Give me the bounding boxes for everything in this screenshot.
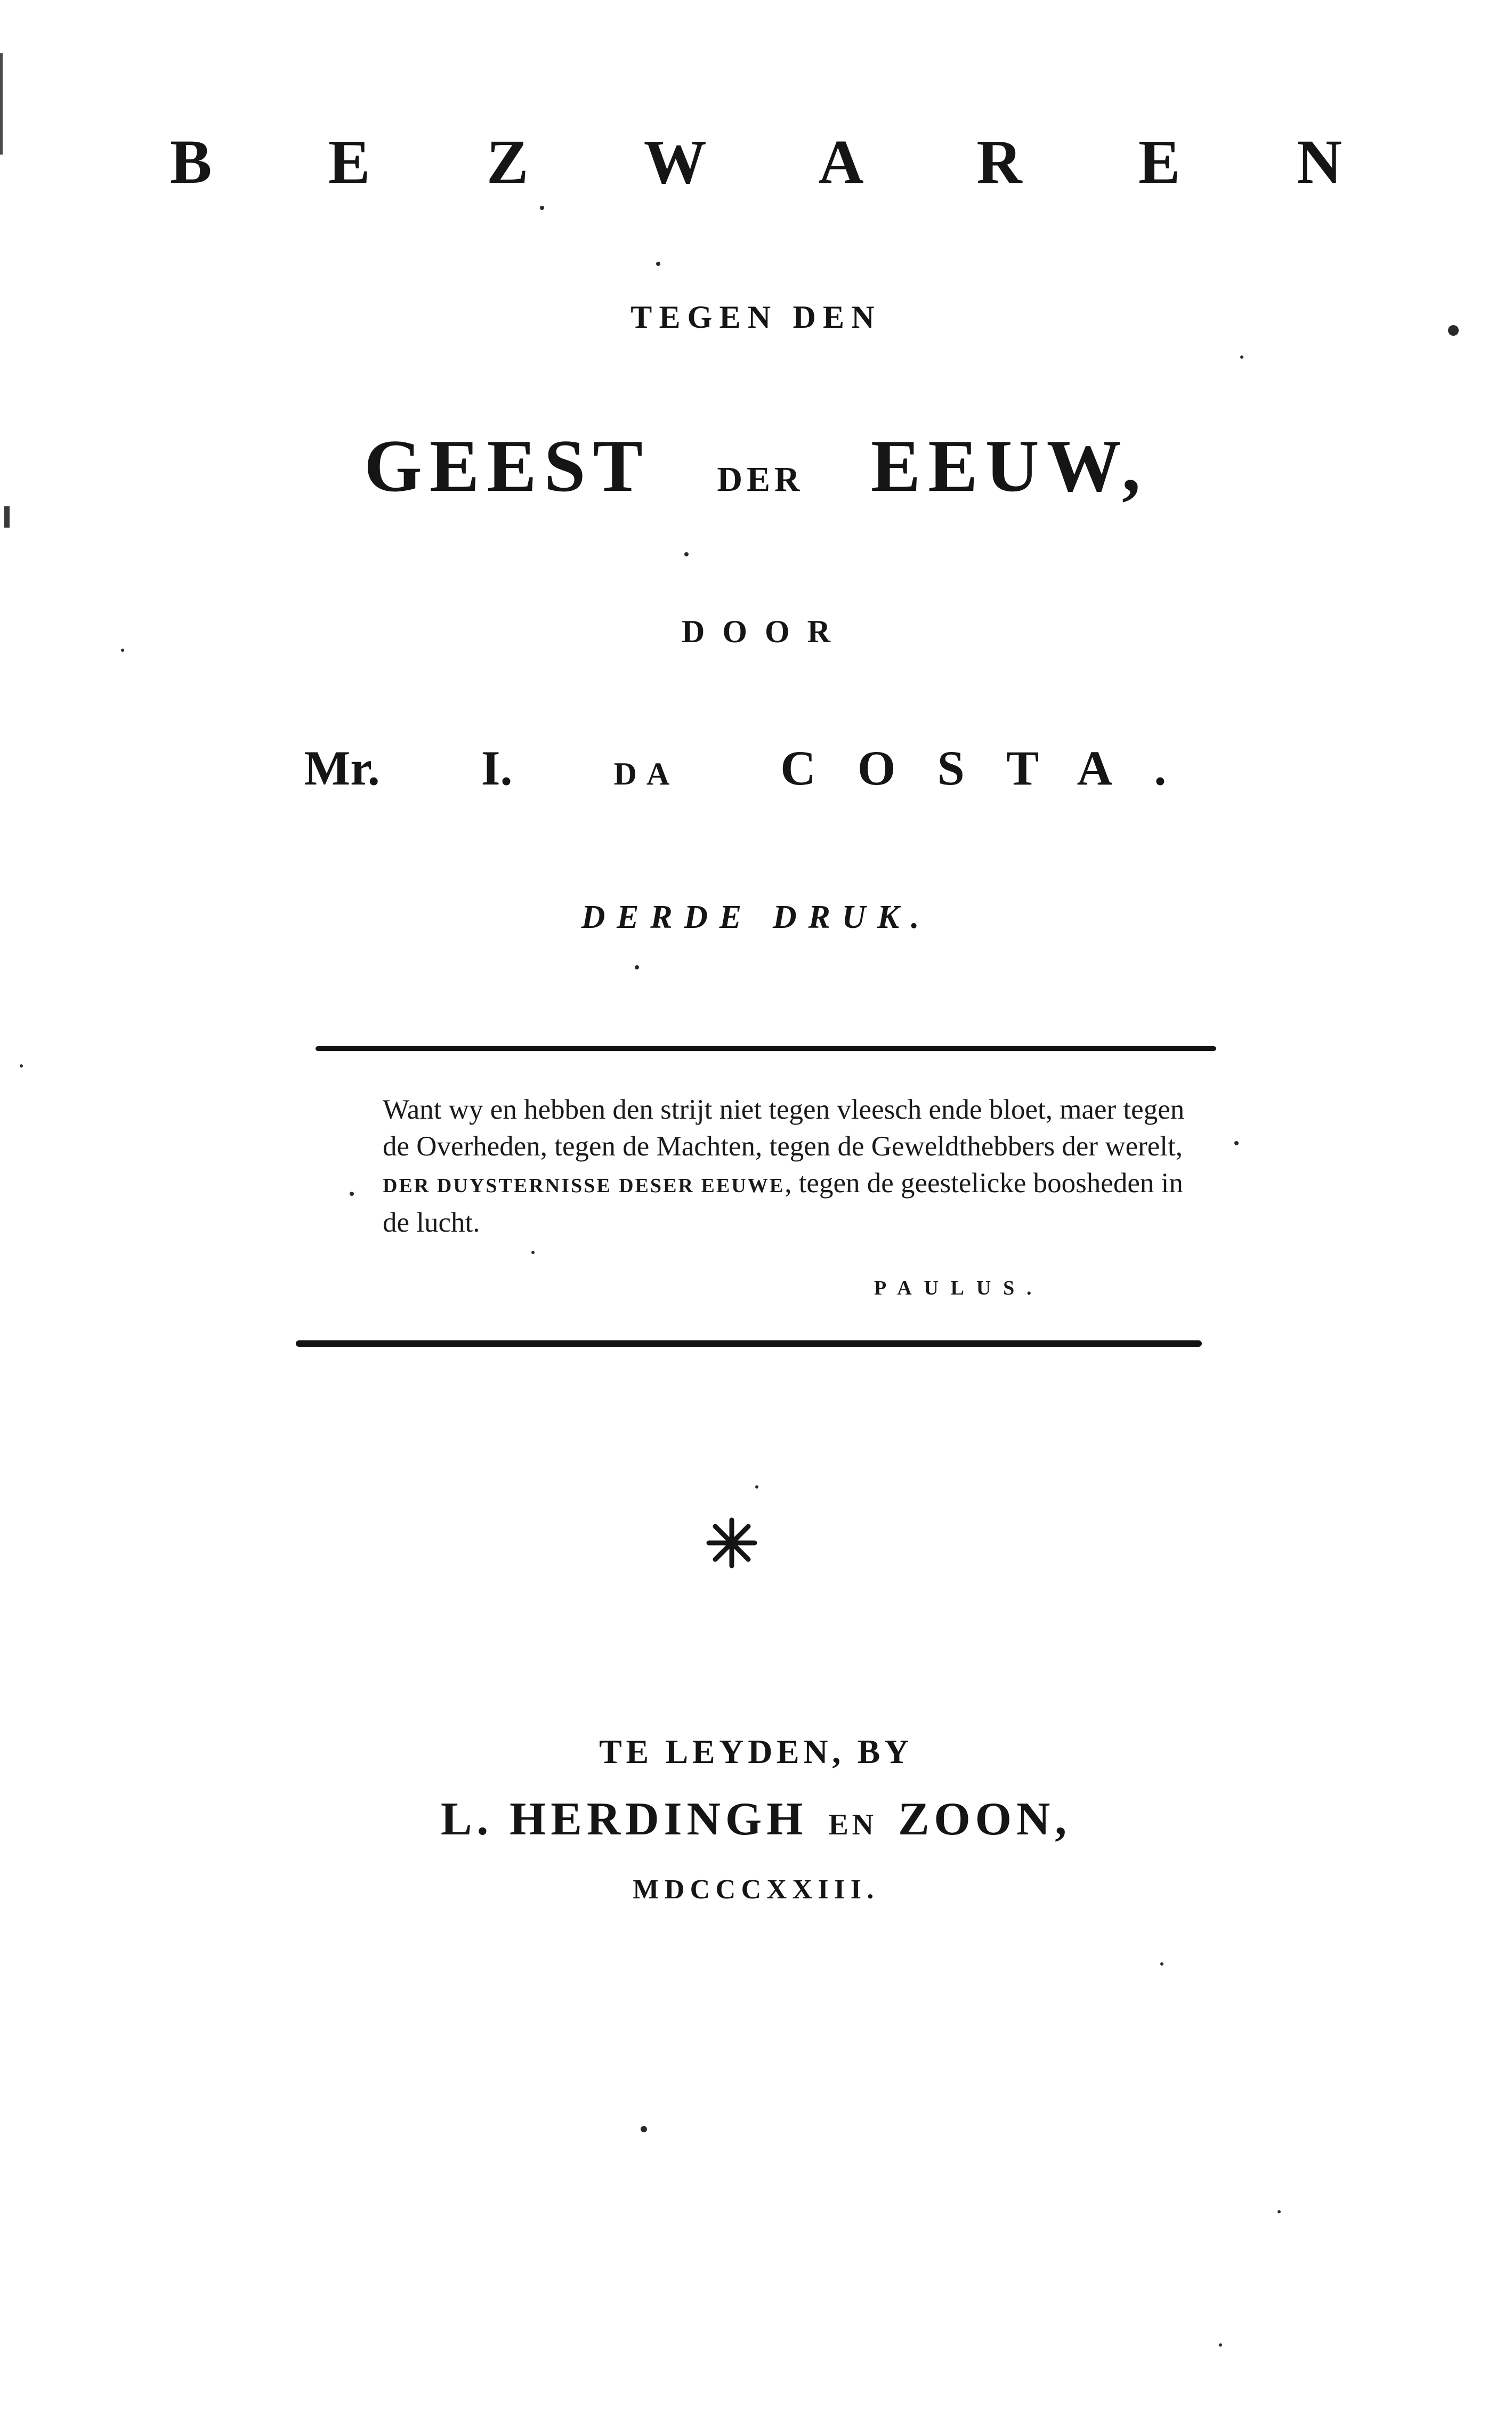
epigraph-emphasis-1: DER DUYSTERNISSE — [383, 1175, 612, 1197]
publisher-suffix: ZOON, — [898, 1793, 1072, 1845]
author-particle: DA — [613, 756, 680, 791]
publication-year: MDCCCXXIII. — [633, 1874, 879, 1905]
title-word-geest: GEEST — [364, 425, 650, 507]
epigraph-emphasis-2: DESER EEUWE — [619, 1175, 785, 1197]
author-honorific: Mr. — [304, 741, 380, 795]
epigraph-part-2: , tegen de geestelicke boosheden in de lucht. — [383, 1168, 1183, 1238]
title-connector: TEGEN DEN — [630, 300, 882, 335]
imprint-place: TE LEYDEN, BY — [599, 1733, 913, 1770]
title-word-der: DER — [717, 460, 804, 499]
epigraph-attribution: PAULUS. — [874, 1277, 1044, 1299]
author-surname: COSTA. — [780, 741, 1208, 795]
title-word-eeuw: EEUW, — [870, 425, 1148, 507]
author-connector: DOOR — [682, 614, 848, 649]
author-initial: I. — [481, 741, 513, 795]
epigraph-part-1: Want wy en hebben den strijt niet tegen vleesch ende bloet, maer tegen de Overheden, tegen de Machten, tegen de Geweldthebbers der werelt, — [383, 1094, 1185, 1162]
edition-statement: DERDE DRUK. — [581, 899, 931, 935]
book-title: B E Z W A R E N — [169, 127, 1393, 197]
publisher-name: L. HERDINGH — [440, 1793, 808, 1845]
publisher-conjunction: EN — [828, 1808, 877, 1841]
